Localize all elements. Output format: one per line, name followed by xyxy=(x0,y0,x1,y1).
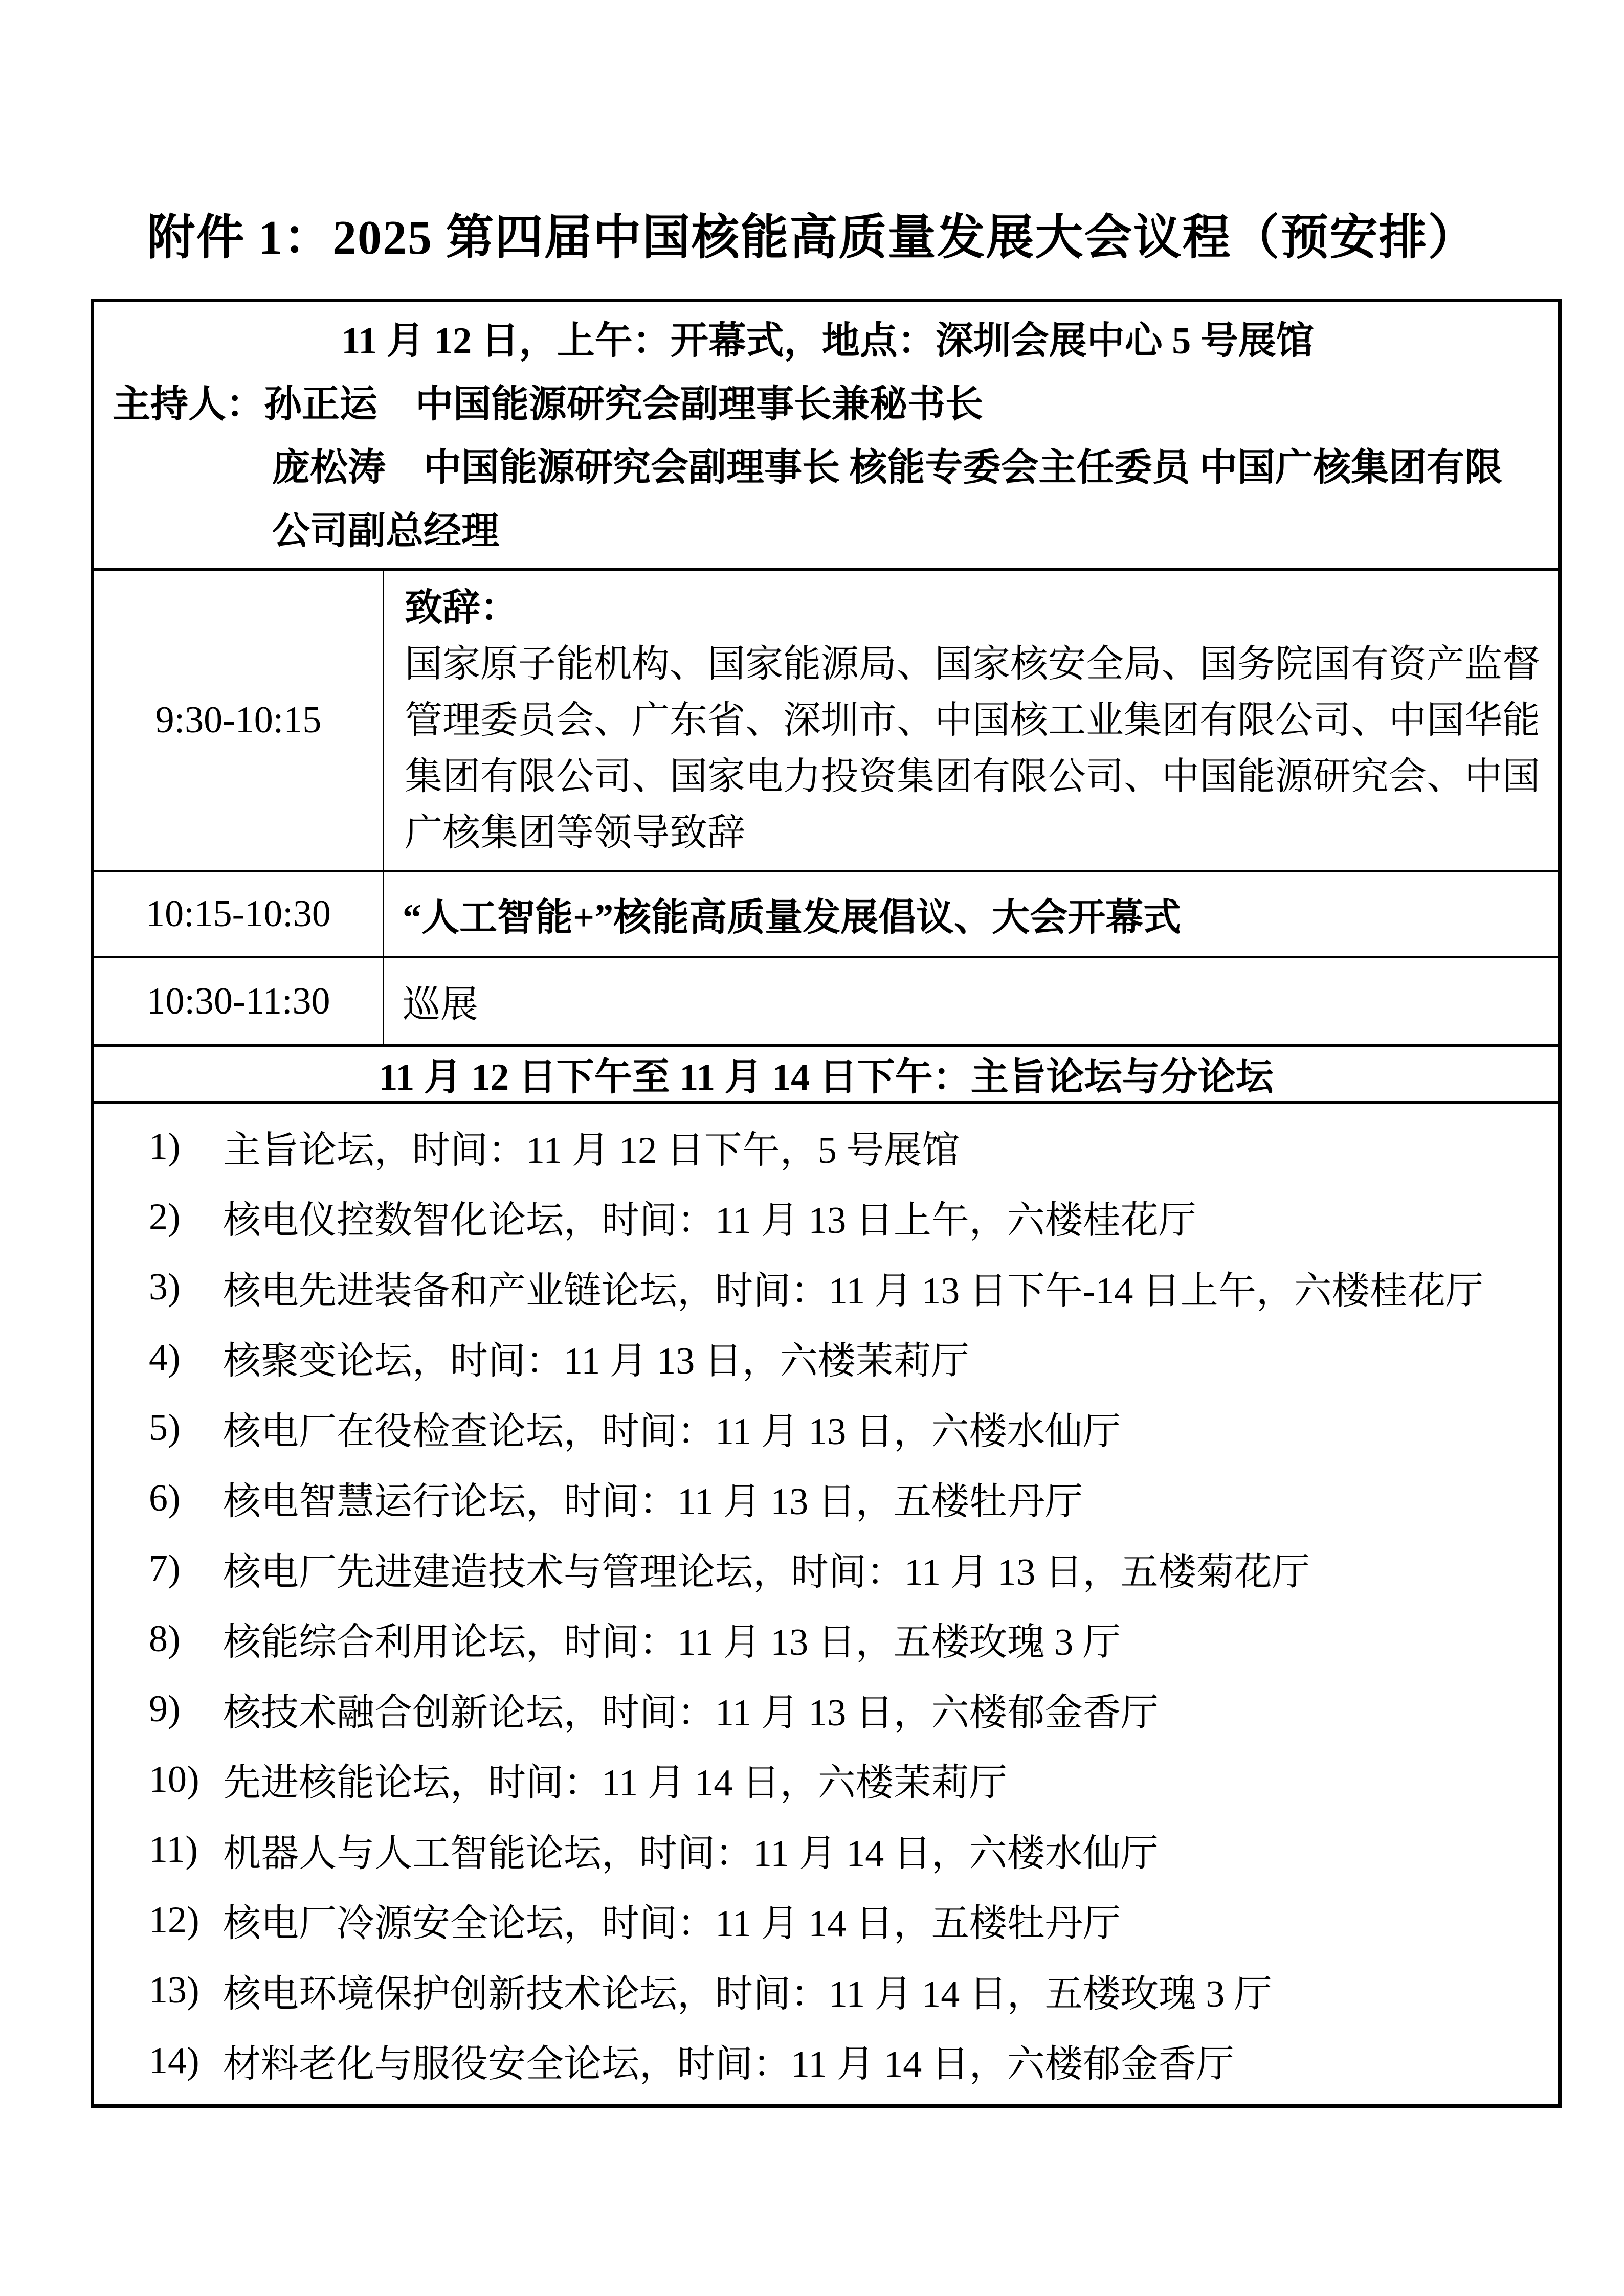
forum-text: 先进核能论坛，时间：11 月 14 日，六楼茉莉厅 xyxy=(223,1762,1007,1805)
time-slot-initiative: 10:15-10:30 xyxy=(93,871,384,957)
forum-list-item-1 xyxy=(94,1120,1558,1174)
speech-line-1: 国家原子能机构、国家能源局、国家核安全局、国务院国有资产监督 xyxy=(405,643,1540,685)
forum-list-item-5 xyxy=(94,1401,1558,1455)
forum-text: 核电环境保护创新技术论坛，时间：11 月 14 日，五楼玫瑰 3 厅 xyxy=(223,1973,1272,2015)
agenda-table xyxy=(91,299,1562,2108)
forum-list-item-7 xyxy=(94,1542,1558,1596)
time-slot-tour: 10:30-11:30 xyxy=(93,957,384,1046)
forum-number: 2) xyxy=(149,1196,181,1238)
forum-text: 核技术融合创新论坛，时间：11 月 13 日，六楼郁金香厅 xyxy=(223,1692,1159,1734)
opening-session-header: 11 月 12 日，上午：开幕式，地点：深圳会展中心 5 号展馆 xyxy=(341,320,1314,363)
schedule-row-tour xyxy=(93,957,1560,1046)
forum-number: 5) xyxy=(149,1407,181,1449)
speeches-cell xyxy=(384,570,1560,871)
forum-number: 10) xyxy=(149,1758,199,1800)
host-line-1: 主持人：孙正运 中国能源研究会副理事长兼秘书长 xyxy=(113,384,983,426)
forum-list-item-12 xyxy=(94,1893,1558,1947)
forum-text: 核聚变论坛，时间：11 月 13 日，六楼茉莉厅 xyxy=(223,1340,969,1383)
forum-list-item-10 xyxy=(94,1752,1558,1807)
forum-text: 核电厂先进建造技术与管理论坛，时间：11 月 13 日，五楼菊花厅 xyxy=(223,1551,1310,1593)
initiative-cell: “人工智能+”核能高质量发展倡议、大会开幕式 xyxy=(384,871,1560,957)
schedule-row-speeches xyxy=(93,570,1560,871)
forum-list-item-2 xyxy=(94,1190,1558,1244)
forum-list-item-13 xyxy=(94,1964,1558,2018)
opening-session-cell xyxy=(93,301,1560,570)
forum-list-row xyxy=(93,1102,1560,2106)
host-line-2: 庞松涛 中国能源研究会副理事长 核能专委会主任委员 中国广核集团有限 xyxy=(272,447,1502,489)
forum-text: 核电仪控数智化论坛，时间：11 月 13 日上午，六楼桂花厅 xyxy=(223,1200,1196,1242)
speech-line-3: 集团有限公司、国家电力投资集团有限公司、中国能源研究会、中国 xyxy=(405,755,1540,798)
time-slot-speeches: 9:30-10:15 xyxy=(93,570,384,871)
forum-text: 机器人与人工智能论坛，时间：11 月 14 日，六楼水仙厅 xyxy=(223,1832,1159,1875)
forum-number: 6) xyxy=(149,1477,181,1519)
host-line-3: 公司副总经理 xyxy=(272,510,499,553)
forum-text: 核能综合利用论坛，时间：11 月 13 日，五楼玫瑰 3 厅 xyxy=(223,1622,1121,1664)
speech-line-4: 广核集团等领导致辞 xyxy=(405,812,745,854)
forum-number: 12) xyxy=(149,1899,199,1941)
speech-label: 致辞： xyxy=(405,587,518,629)
forum-list-item-6 xyxy=(94,1471,1558,1525)
forum-number: 3) xyxy=(149,1266,181,1309)
forum-list-cell xyxy=(93,1102,1560,2106)
opening-session-row xyxy=(93,301,1560,570)
forum-text: 主旨论坛，时间：11 月 12 日下午，5 号展馆 xyxy=(223,1129,960,1172)
document-title: 附件 1：2025 第四届中国核能高质量发展大会议程（预安排） xyxy=(147,211,1477,264)
schedule-row-initiative xyxy=(93,871,1560,957)
forum-list-item-9 xyxy=(94,1682,1558,1737)
forum-text: 材料老化与服役安全论坛，时间：11 月 14 日，六楼郁金香厅 xyxy=(223,2043,1234,2086)
speech-line-2: 管理委员会、广东省、深圳市、中国核工业集团有限公司、中国华能 xyxy=(405,699,1540,741)
tour-cell: 巡展 xyxy=(384,957,1560,1046)
forum-text: 核电厂冷源安全论坛，时间：11 月 14 日，五楼牡丹厅 xyxy=(223,1903,1121,1945)
forum-number: 11) xyxy=(149,1829,198,1871)
forum-list-item-14 xyxy=(94,2034,1558,2088)
forum-number: 7) xyxy=(149,1547,181,1590)
forum-text: 核电厂在役检查论坛，时间：11 月 13 日，六楼水仙厅 xyxy=(223,1410,1121,1453)
forum-list-item-8 xyxy=(94,1612,1558,1666)
forum-text: 核电先进装备和产业链论坛，时间：11 月 13 日下午-14 日上午，六楼桂花厅 xyxy=(223,1270,1483,1312)
forum-number: 14) xyxy=(149,2039,199,2082)
forum-number: 1) xyxy=(149,1126,181,1168)
forum-text: 核电智慧运行论坛，时间：11 月 13 日，五楼牡丹厅 xyxy=(223,1481,1083,1523)
forum-number: 13) xyxy=(149,1969,199,2012)
forum-number: 8) xyxy=(149,1617,181,1660)
section-header-row xyxy=(93,1046,1560,1102)
forum-list-item-3 xyxy=(94,1260,1558,1315)
forum-list-item-11 xyxy=(94,1823,1558,1877)
section-header: 11 月 12 日下午至 11 月 14 日下午：主旨论坛与分论坛 xyxy=(93,1046,1560,1102)
forum-number: 9) xyxy=(149,1688,181,1730)
forum-list xyxy=(94,1112,1558,2096)
forum-list-item-4 xyxy=(94,1331,1558,1385)
forum-number: 4) xyxy=(149,1336,181,1379)
